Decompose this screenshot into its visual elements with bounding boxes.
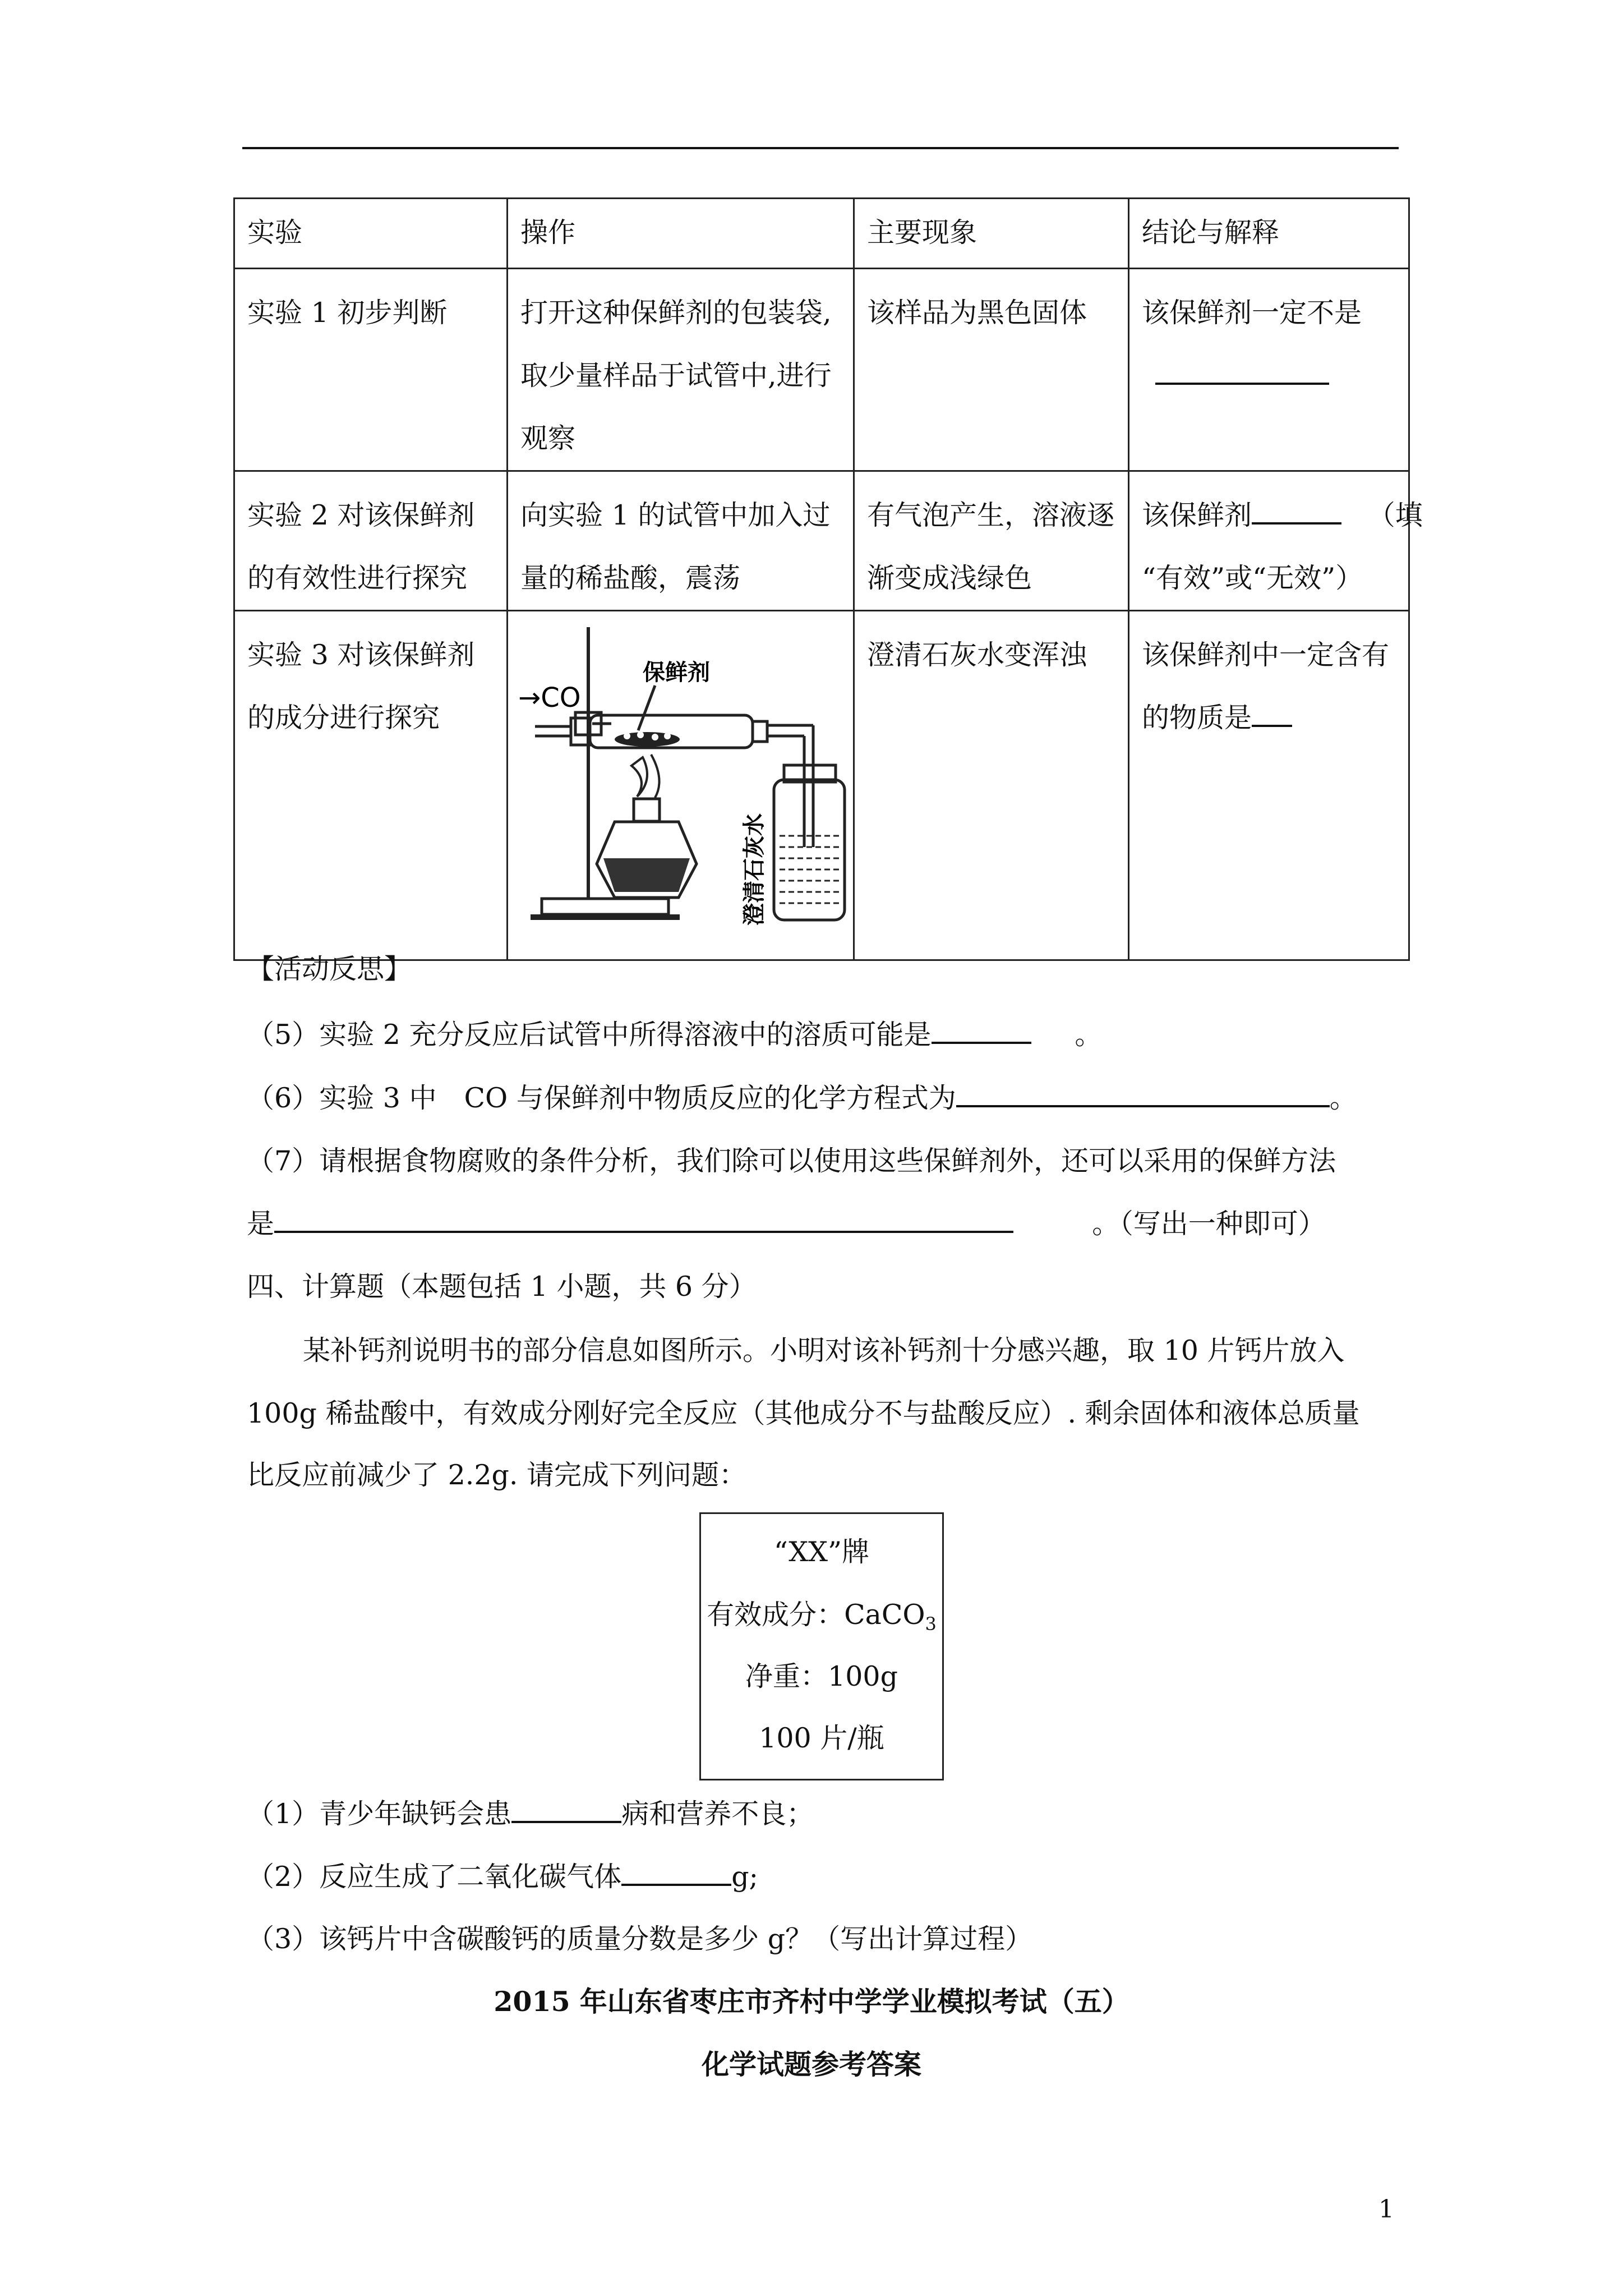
- brand-name: “XX”牌: [773, 1536, 870, 1568]
- conclusion-cell: [1129, 611, 1409, 960]
- operation-cell: 打开这种保鲜剂的包装袋,取少量样品于试管中,进行观察: [508, 269, 854, 471]
- question-text: 。（写出一种即可）: [1092, 1208, 1326, 1240]
- table-header-row: [234, 199, 1409, 269]
- conclusion-hint: （填: [1367, 499, 1423, 531]
- ingredient-subscript: 3: [925, 1613, 937, 1635]
- phenomenon-cell: 该样品为黑色固体: [854, 269, 1129, 471]
- question-5: [247, 1018, 1102, 1052]
- experiment-cell: 实验 1 初步判断: [234, 269, 508, 471]
- answer-blank: [1252, 522, 1341, 524]
- problem-intro: 某补钙剂说明书的部分信息如图所示。小明对该补钙剂十分感兴趣，取 10 片钙片放入: [303, 1335, 1345, 1366]
- question-text: 病和营养不良；: [621, 1798, 814, 1830]
- table-row: [234, 471, 1409, 611]
- apparatus-diagram: [508, 611, 851, 937]
- conclusion-text: 该保鲜剂中一定含有的物质是: [1142, 639, 1390, 734]
- phenomenon-cell: 澄清石灰水变浑浊: [854, 611, 1129, 960]
- question-7: （7）请根据食物腐败的条件分析，我们除可以使用这些保鲜剂外，还可以采用的保鲜方法: [247, 1145, 1336, 1177]
- table-row: [234, 611, 1409, 960]
- answer-blank: [932, 1041, 1031, 1044]
- calc-question-2: [247, 1860, 758, 1894]
- phenomenon-cell: 有气泡产生，溶液逐渐变成浅绿色: [854, 471, 1129, 611]
- question-text: （6）实验 3 中 CO 与保鲜剂中物质反应的化学方程式为: [247, 1082, 956, 1114]
- question-6: [247, 1082, 1357, 1115]
- co-label: →CO: [518, 682, 581, 714]
- question-text: g;: [731, 1861, 759, 1893]
- question-text: （5）实验 2 充分反应后试管中所得溶液中的溶质可能是: [247, 1019, 932, 1051]
- header-cell: 结论与解释: [1129, 199, 1409, 269]
- page-number: 1: [1378, 2195, 1394, 2224]
- table-row: [234, 269, 1409, 471]
- reflection-heading: 【活动反思】: [247, 953, 412, 985]
- problem-intro: 比反应前减少了 2.2g. 请完成下列问题：: [247, 1459, 747, 1491]
- answer-blank: [274, 1230, 1013, 1233]
- conclusion-text: 该保鲜剂一定不是: [1142, 297, 1362, 329]
- answer-blank: [1155, 382, 1329, 385]
- net-weight: 净重：100g: [745, 1660, 898, 1692]
- answer-blank: [511, 1820, 621, 1823]
- conclusion-options: “有效”或“无效”）: [1142, 562, 1363, 594]
- calc-question-1: [247, 1797, 814, 1831]
- question-7-line2: [247, 1207, 1326, 1241]
- conclusion-text: 该保鲜剂: [1142, 499, 1252, 531]
- operation-cell: 向实验 1 的试管中加入过量的稀盐酸，震荡: [508, 471, 854, 611]
- product-label-box: [699, 1512, 944, 1780]
- section-heading: 四、计算题（本题包括 1 小题，共 6 分）: [247, 1271, 757, 1303]
- calc-question-3: （3）该钙片中含碳酸钙的质量分数是多少 g？（写出计算过程）: [247, 1923, 1033, 1955]
- ingredient-text: 有效成分：CaCO: [707, 1599, 925, 1631]
- question-text: 。: [1329, 1082, 1357, 1114]
- header-cell: 主要现象: [854, 199, 1129, 269]
- question-text: 是: [247, 1208, 275, 1240]
- reagent-label: 保鲜剂: [643, 660, 710, 685]
- experiment-cell: 实验 2 对该保鲜剂的有效性进行探究: [234, 471, 508, 611]
- problem-intro: 100g 稀盐酸中，有效成分刚好完全反应（其他成分不与盐酸反应）. 剩余固体和液体总质量: [247, 1397, 1360, 1429]
- answer-key-title: 化学试题参考答案: [701, 2048, 921, 2081]
- question-text: （2）反应生成了二氧化碳气体: [247, 1861, 622, 1893]
- header-cell: 实验: [234, 199, 508, 269]
- ingredient-line: [701, 1598, 942, 1641]
- answer-blank: [956, 1105, 1330, 1107]
- header-rule: [242, 147, 1399, 149]
- tablet-count: 100 片/瓶: [759, 1722, 884, 1754]
- conclusion-cell: [1129, 269, 1409, 471]
- answer-blank: [621, 1883, 731, 1886]
- limewater-label: 澄清石灰水: [741, 813, 767, 926]
- answer-blank: [1252, 724, 1292, 727]
- operation-cell: [508, 611, 854, 960]
- exam-title: 2015 年山东省枣庄市齐村中学学业模拟考试（五）: [494, 1985, 1129, 2018]
- experiment-table: [233, 197, 1423, 961]
- question-text: （1）青少年缺钙会患: [247, 1798, 512, 1830]
- conclusion-cell: [1129, 471, 1423, 611]
- question-text: 。: [1075, 1019, 1103, 1051]
- experiment-cell: 实验 3 对该保鲜剂的成分进行探究: [234, 611, 508, 960]
- header-cell: 操作: [508, 199, 854, 269]
